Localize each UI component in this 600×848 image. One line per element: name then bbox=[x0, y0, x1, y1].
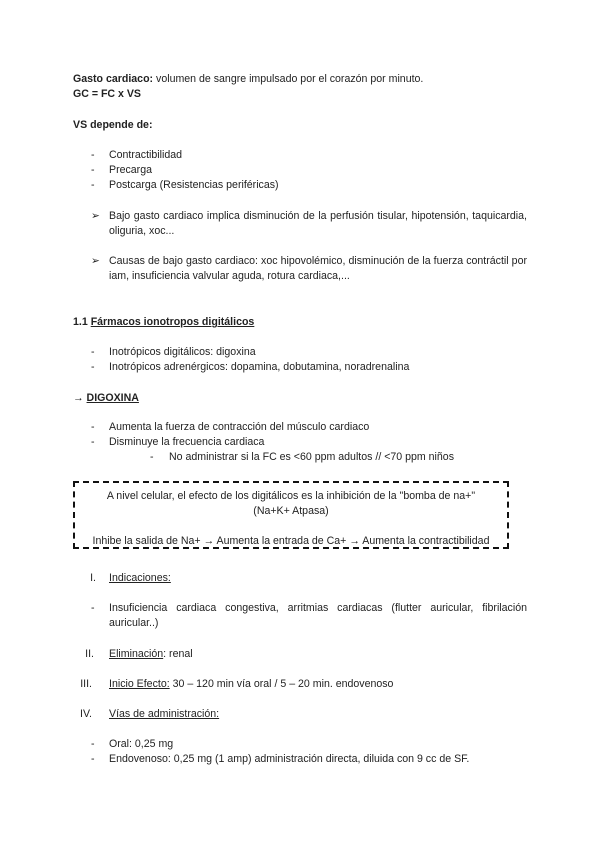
list-dash: - bbox=[91, 346, 95, 358]
vias-label: Vías de administración: bbox=[109, 708, 220, 720]
list-item: Endovenoso: 0,25 mg (1 amp) administración directa, diluida con 9 cc de SF. bbox=[109, 753, 470, 765]
gc-definition-line bbox=[73, 72, 423, 87]
box-line: Inhibe la salida de Na+ → Aumenta la entrada de Ca+ → Aumenta la contractibilidad bbox=[92, 535, 490, 547]
section-title: Fármacos ionotropos digitálicos bbox=[90, 316, 255, 328]
eliminacion-label: Eliminación bbox=[109, 648, 164, 660]
arrow-point: Causas de bajo gasto cardiaco: xoc hipovolémico, disminución de la fuerza contráctil por iam, insuficiencia valvular aguda, rotura cardiaca,... bbox=[109, 255, 527, 282]
list-dash: - bbox=[91, 149, 95, 161]
mechanism-box bbox=[73, 481, 509, 549]
box-line: (Na+K+ Atpasa) bbox=[253, 505, 329, 517]
list-item: Postcarga (Resistencias periféricas) bbox=[109, 179, 279, 191]
list-item: Precarga bbox=[109, 164, 152, 176]
list-dash: - bbox=[91, 436, 95, 448]
roman-numeral: III. bbox=[80, 678, 92, 690]
list-dash: - bbox=[91, 753, 95, 765]
section-number: 1.1 bbox=[73, 316, 88, 328]
arrow-bullet-icon: ➢ bbox=[91, 210, 100, 222]
indicaciones-item: Insuficiencia cardiaca congestiva, arritmias cardiacas (flutter auricular, fibrilación auricular..) bbox=[109, 602, 527, 629]
box-line: A nivel celular, el efecto de los digitálicos es la inhibición de la "bomba de na+" bbox=[106, 490, 476, 502]
list-item: Inotrópicos adrenérgicos: dopamina, dobutamina, noradrenalina bbox=[109, 361, 410, 373]
list-dash: - bbox=[91, 361, 95, 373]
list-item: Disminuye la frecuencia cardiaca bbox=[109, 436, 265, 448]
arrow-point: Bajo gasto cardiaco implica disminución de la perfusión tisular, hipotensión, taquicardia, oliguria, xoc... bbox=[109, 210, 527, 237]
list-dash: - bbox=[91, 602, 95, 614]
inicio-efecto-line bbox=[109, 677, 393, 692]
roman-numeral: I. bbox=[90, 572, 96, 584]
inicio-efecto-label: Inicio Efecto: bbox=[109, 678, 170, 690]
eliminacion-value: : renal bbox=[163, 648, 193, 660]
inicio-efecto-value: 30 – 120 min vía oral / 5 – 20 min. endovenoso bbox=[169, 678, 394, 690]
sub-list-item: No administrar si la FC es <60 ppm adultos // <70 ppm niños bbox=[169, 451, 454, 463]
arrow-bullet-icon: ➢ bbox=[91, 255, 100, 267]
eliminacion-line bbox=[109, 647, 193, 662]
list-item: Contractibilidad bbox=[109, 149, 183, 161]
roman-numeral: IV. bbox=[80, 708, 92, 720]
list-item: Oral: 0,25 mg bbox=[109, 738, 174, 750]
indicaciones-label: Indicaciones: bbox=[109, 572, 171, 584]
list-dash: - bbox=[91, 179, 95, 191]
digoxina-title: DIGOXINA bbox=[86, 392, 139, 404]
list-item: Inotrópicos digitálicos: digoxina bbox=[109, 346, 256, 358]
list-dash: - bbox=[150, 451, 154, 463]
list-dash: - bbox=[91, 738, 95, 750]
list-item: Aumenta la fuerza de contracción del músculo cardiaco bbox=[109, 421, 370, 433]
section-heading bbox=[73, 315, 254, 330]
right-arrow-icon: → bbox=[73, 392, 84, 404]
gc-formula: GC = FC x VS bbox=[73, 88, 141, 100]
vs-heading: VS depende de: bbox=[73, 119, 153, 131]
list-dash: - bbox=[91, 421, 95, 433]
list-dash: - bbox=[91, 164, 95, 176]
digoxina-heading bbox=[73, 391, 139, 406]
roman-numeral: II. bbox=[85, 648, 94, 660]
gc-term: Gasto cardiaco: bbox=[73, 73, 154, 85]
gc-definition: volumen de sangre impulsado por el corazón por minuto. bbox=[153, 73, 424, 85]
